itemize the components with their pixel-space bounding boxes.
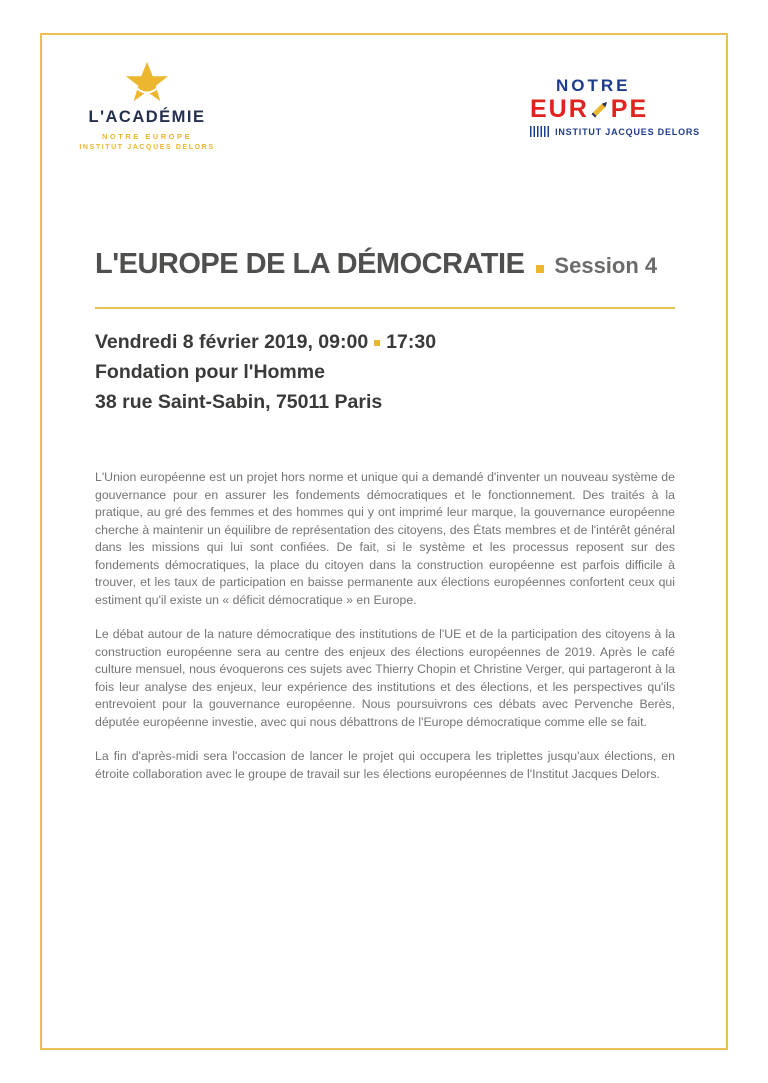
title-separator-square-icon	[536, 265, 544, 273]
event-venue: Fondation pour l'Homme	[95, 361, 325, 383]
paragraph-3: La fin d'après-midi sera l'occasion de lancer le projet qui occupera les triplettes jusqu'aux élections, en étroite collaboration avec le groupe de travail sur les élections européennes de l'Institut Jacques Delors.	[95, 749, 675, 781]
notre-europe-logo-line1: NOTRE	[556, 76, 631, 95]
notre-europe-logo-pe: PE	[610, 95, 649, 123]
title-divider	[95, 307, 675, 309]
event-date-end: 17:30	[386, 331, 437, 353]
event-date-line	[95, 327, 675, 357]
time-separator-square-icon	[374, 340, 380, 346]
notre-europe-logo-eur: EUR	[530, 95, 589, 123]
academie-logo-subtitle2: INSTITUT JACQUES DELORS	[79, 144, 215, 151]
event-details	[95, 327, 675, 417]
academie-logo-title: L'ACADÉMIE	[88, 108, 206, 126]
title-row	[95, 248, 675, 281]
page-title: L'EUROPE DE LA DÉMOCRATIE	[95, 248, 525, 280]
session-label: Session 4	[554, 253, 658, 278]
paragraph-2: Le débat autour de la nature démocratique des institutions de l'UE et de la participation des citoyens à la construction européenne sera au centre des enjeux des élections européennes de 2019. Après le café culture mensuel, nous évoquerons ces sujets avec Thierry Chopin et Christine Verger, qui partageront à la fois leur analyse des enjeux, leur expérience des institutions et des élections, et les perspectives qu'ils entrevoient pour la gouvernance européenne. Nous poursuivrons ces débats avec Pervenche Berès, députée européenne investie, avec qui nous débattrons de l'Europe démocratique comme elle se fait.	[95, 627, 675, 729]
event-address: 38 rue Saint-Sabin, 75011 Paris	[95, 391, 383, 413]
paragraph-1: L'Union européenne est un projet hors norme et unique qui a demandé d'inventer un nouveau système de gouvernance pour en assurer les fondements démocratiques et le fonctionnement. Des traités à la pratique, au gré des femmes et des hommes qui y ont imprimé leur marque, la gouvernance européenne cherche à maintenir un équilibre de représentation des citoyens, des États membres et de l'intérêt général dans les missions qui lui sont confiées. De fait, si le système et les processus reposent sur des fondements démocratiques, la place du citoyen dans la construction européenne est parfois difficile à trouver, et les taux de participation en baisse permanente aux élections européennes confortent ceux qui estiment qu'il existe un « déficit démocratique » en Europe.	[95, 470, 675, 607]
body-text	[95, 469, 675, 783]
event-date-start: Vendredi 8 février 2019, 09:00	[95, 331, 369, 353]
institute-label: INSTITUT JACQUES DELORS	[555, 126, 700, 137]
academie-logo-subtitle1: NOTRE EUROPE	[101, 132, 192, 141]
